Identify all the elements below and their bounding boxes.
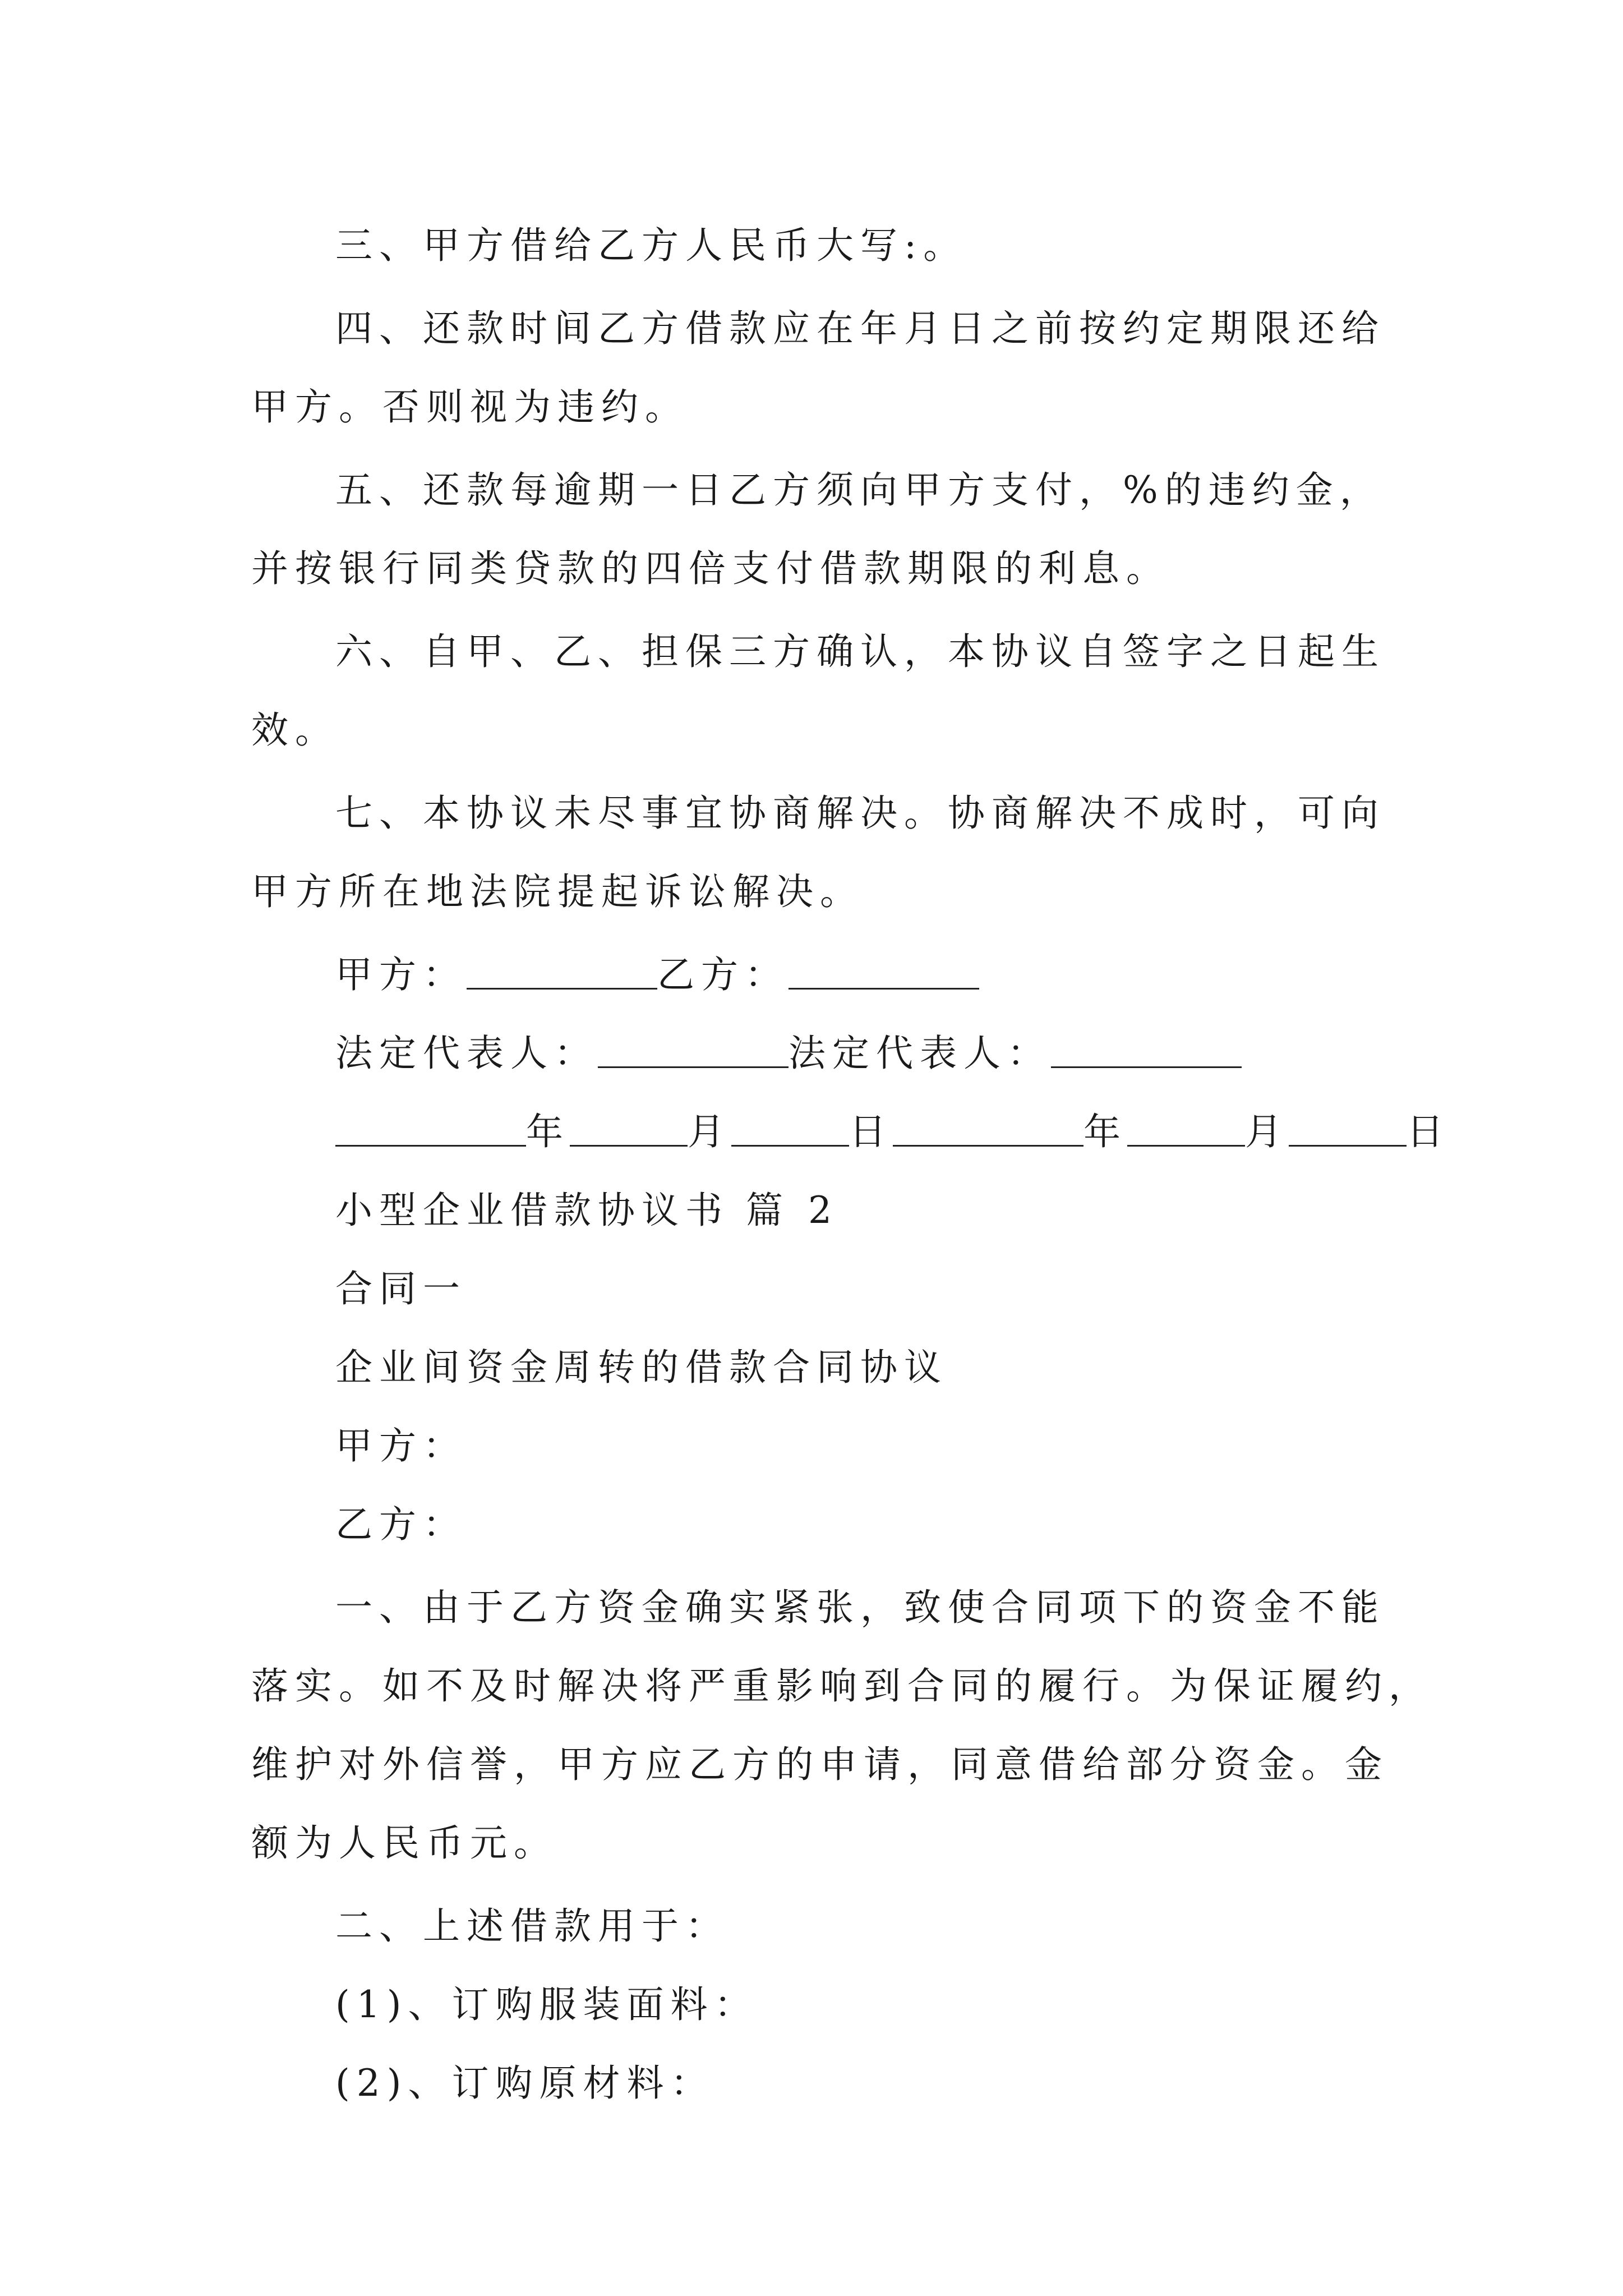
- party-a-label: 甲方：: [335, 953, 467, 996]
- clause-6-line-1: 六、自甲、乙、担保三方确认，本协议自签字之日起生: [335, 630, 1385, 673]
- signature-reps-row: [251, 1014, 1384, 1093]
- date-a-day-label: 日: [849, 1110, 893, 1153]
- section-2-number: 篇 2: [746, 1189, 838, 1232]
- date-b-month-blank: [1127, 1111, 1245, 1147]
- rep-a-blank: [598, 1033, 789, 1068]
- date-a-month-label: 月: [688, 1110, 731, 1153]
- clause-7-line-1: 七、本协议未尽事宜协商解决。协商解决不成时，可向: [335, 792, 1385, 835]
- date-a-month-blank: [570, 1111, 688, 1147]
- signature-parties-row: [251, 936, 1384, 1014]
- clause-5-line-1: 五、还款每逾期一日乙方须向甲方支付，%的违约金，: [335, 468, 1384, 512]
- date-a-day-blank: [731, 1111, 849, 1147]
- clause-6-line-2: 效。: [251, 708, 339, 752]
- clause-4-line-1: 四、还款时间乙方借款应在年月日之前按约定期限还给: [335, 307, 1385, 350]
- clause-4-line-2: 甲方。否则视为违约。: [251, 385, 689, 429]
- contract-clause-1-line-4: 额为人民币元。: [251, 1821, 557, 1865]
- rep-b-label: 法定代表人：: [789, 1032, 1051, 1075]
- contract-one-label: 合同一: [335, 1267, 467, 1310]
- clause-5-line-2: 并按银行同类贷款的四倍支付借款期限的利息。: [251, 547, 1170, 590]
- clause-7-line-2: 甲方所在地法院提起诉讼解决。: [251, 870, 864, 913]
- clause-3: 三、甲方借给乙方人民币大写:。: [335, 224, 967, 267]
- party-a-blank: [467, 954, 657, 990]
- contract-party-b: 乙方：: [335, 1503, 467, 1546]
- date-b-year-label: 年: [1083, 1110, 1127, 1153]
- contract-title: 企业间资金周转的借款合同协议: [335, 1346, 948, 1389]
- contract-party-a: 甲方：: [335, 1424, 467, 1467]
- party-b-blank: [789, 954, 979, 990]
- rep-b-blank: [1051, 1033, 1242, 1068]
- contract-clause-1-line-1: 一、由于乙方资金确实紧张，致使合同项下的资金不能: [335, 1586, 1385, 1629]
- date-a-year-blank: [335, 1111, 526, 1147]
- contract-clause-2: 二、上述借款用于：: [335, 1904, 729, 1948]
- date-b-year-blank: [893, 1111, 1083, 1147]
- signature-dates-row: [251, 1093, 1450, 1171]
- document-body: [251, 206, 1450, 2123]
- date-a-year-label: 年: [526, 1110, 570, 1153]
- contract-clause-1-line-3: 维护对外信誉，甲方应乙方的申请，同意借给部分资金。金: [251, 1743, 1389, 1786]
- section-2-heading: [251, 1171, 1384, 1250]
- date-b-day-label: 日: [1407, 1110, 1450, 1153]
- contract-clause-2-item-2: (2)、订购原材料：: [335, 2062, 714, 2105]
- date-b-month-label: 月: [1245, 1110, 1289, 1153]
- party-b-label: 乙方：: [657, 953, 789, 996]
- date-b-day-blank: [1289, 1111, 1407, 1147]
- rep-a-label: 法定代表人：: [335, 1032, 598, 1075]
- section-2-title: 小型企业借款协议书: [335, 1189, 729, 1232]
- contract-clause-1-line-2: 落实。如不及时解决将严重影响到合同的履行。为保证履约，: [251, 1664, 1432, 1708]
- contract-clause-2-item-1: (1)、订购服装面料：: [335, 1983, 758, 2026]
